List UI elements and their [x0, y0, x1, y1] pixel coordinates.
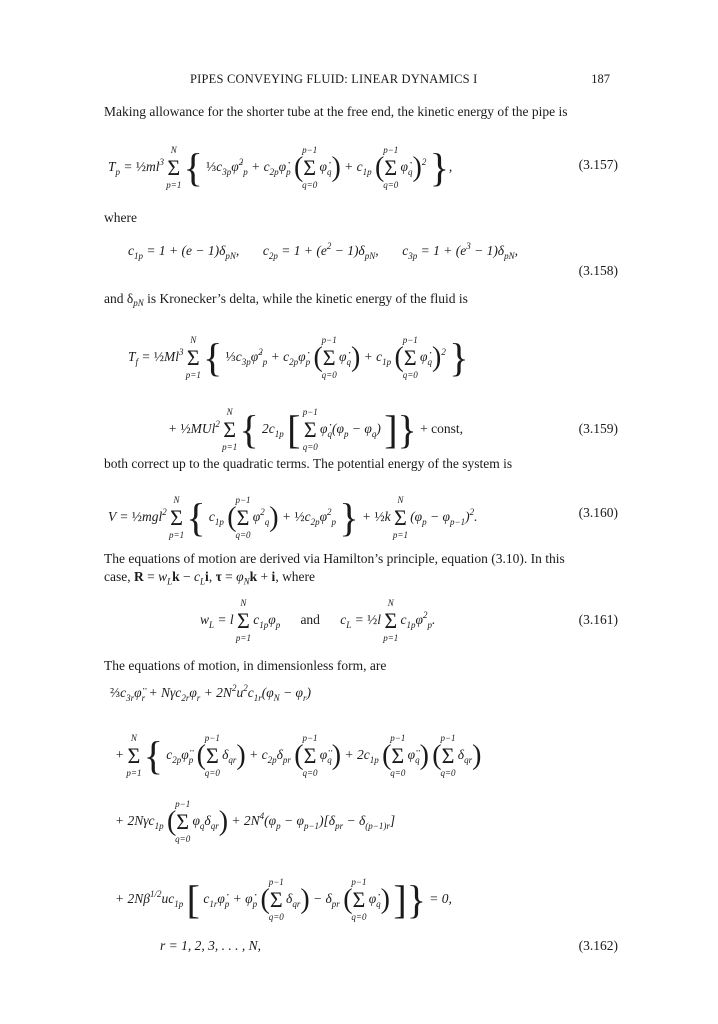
equation-3-157: $T_p$ = $\frac{1}{2}ml^3$ Σ N p=1 { $\frac{1}{3}c_{3p}\varphi̇^2_p$ + $c_{2p}\varphi̇_p$ (Σ p−1 q=0 $\varphi̇_q) + c_{1p}$ (Σ p−1 q=0 $\varphi̇_q)^2$ }, [108, 145, 453, 190]
paragraph-where: where [104, 210, 137, 225]
equation-3-159-line2: + ½MUl$^2$ Σ N p=1 { $2c_{1p}$ [ Σ p−1 q=0 $\varphi̇_q(\varphi_p - \varphi_q)$ ]} + const, [168, 407, 463, 452]
running-title: PIPES CONVEYING FLUID: LINEAR DYNAMICS I [190, 72, 478, 86]
equation-number-3-160: (3.160) [578, 505, 618, 520]
paragraph-hamilton-2: case, $R = w_Lk - c_Li$, $\tau = \varphi_Nk + i$, where [104, 569, 316, 587]
equation-3-162-line3: + 2Nγc$_{1p}$ (Σ p−1 q=0 $\varphi_q\delta_{qr}) + 2N^4(\varphi_p - \varphi_{p-1})[\delta_{pr} - \delta_{(p-1)r}]$ [115, 799, 396, 844]
equation-3-162-line2: + Σ N p=1 { $c_{2p}\varphï_p$ (Σ p−1 q=0 $\delta_{qr}) + c_{2p}\delta_{pr}$ (Σ p−1 q=0 $\varphï_q) + 2c_{1p}$ (Σ p−1 q=0 $\varphï_q$) (Σ p−1 q=0 $\delta_{qr}$) [115, 733, 482, 778]
equation-3-162-line4: + $2N\beta^{1/2}uc_{1p}$ [ $c_{1r}\varphi̇_p$ + $\varphi̇_p$ (Σ p−1 q=0 $\delta_{qr}) - \delta_{pr}$ (Σ p−1 q=0 $\varphi̇_q$) ]} = 0, [115, 877, 452, 922]
equation-3-159-line1: $T_f$ = $\frac{1}{2}Ml^3$ Σ N p=1 { $\frac{1}{3}c_{3p}\varphi̇^2_p$ + $c_{2p}\varphi̇_p$ (Σ p−1 q=0 $\varphi̇_q) + c_{1p}$ (Σ p−1 q=0 $\varphi̇_q)^2$ } [128, 335, 469, 380]
paragraph-dimensionless: The equations of motion, in dimensionless form, are [104, 658, 387, 673]
equation-number-3-161: (3.161) [578, 612, 618, 627]
equation-3-158: $c_{1p} = 1 + (e - 1)\delta_{pN}$, $c_{2p} = 1 + (e^2 - 1)\delta_{pN}$, $c_{3p} = 1 + (e^3 - 1)\delta_{pN}$, [128, 241, 518, 261]
paragraph-intro: Making allowance for the shorter tube at the free end, the kinetic energy of the pipe is [104, 104, 568, 119]
equation-3-162-line1: $\frac{2}{3}c_{3r}\varphï_r + N\gamma c_{2r}\varphi_r + 2N^2u^2c_{1r}(\varphi_N - \varphi_r)$ [110, 683, 312, 703]
equation-number-3-157: (3.157) [578, 157, 618, 172]
const-term: + const, [420, 421, 463, 437]
equation-3-161: $w_L = l$ Σ N p=1 $c_{1p}\varphi_p$ and $c_L$ = ½l Σ N p=1 $c_{1p}\varphi^2_p$. [200, 598, 436, 643]
equation-3-162-range: r = 1, 2, 3, . . . , N, [160, 938, 261, 953]
equation-3-160: V = ½mgl$^2$ Σ N p=1 { $c_{1p}$ (Σ p−1 q=0 $\varphi^2_q$) + $\frac{1}{2}c_{2p}\varphi^2_p$ } + ½k Σ N p=1 $(\varphi_p - \varphi_{p-1})^2$. [108, 495, 478, 540]
paragraph-hamilton-1: The equations of motion are derived via Hamilton’s principle, equation (3.10). In this [104, 551, 565, 566]
and-word: and [300, 612, 320, 628]
page-number: 187 [591, 72, 610, 86]
paragraph-potential: both correct up to the quadratic terms. The potential energy of the system is [104, 456, 513, 471]
paragraph-kronecker: and $\delta_{pN}$ is Kronecker’s delta, while the kinetic energy of the fluid is [104, 291, 468, 308]
equation-number-3-159: (3.159) [578, 421, 618, 436]
running-header [190, 72, 610, 88]
equation-number-3-158: (3.158) [578, 263, 618, 278]
equation-number-3-162: (3.162) [578, 938, 618, 953]
